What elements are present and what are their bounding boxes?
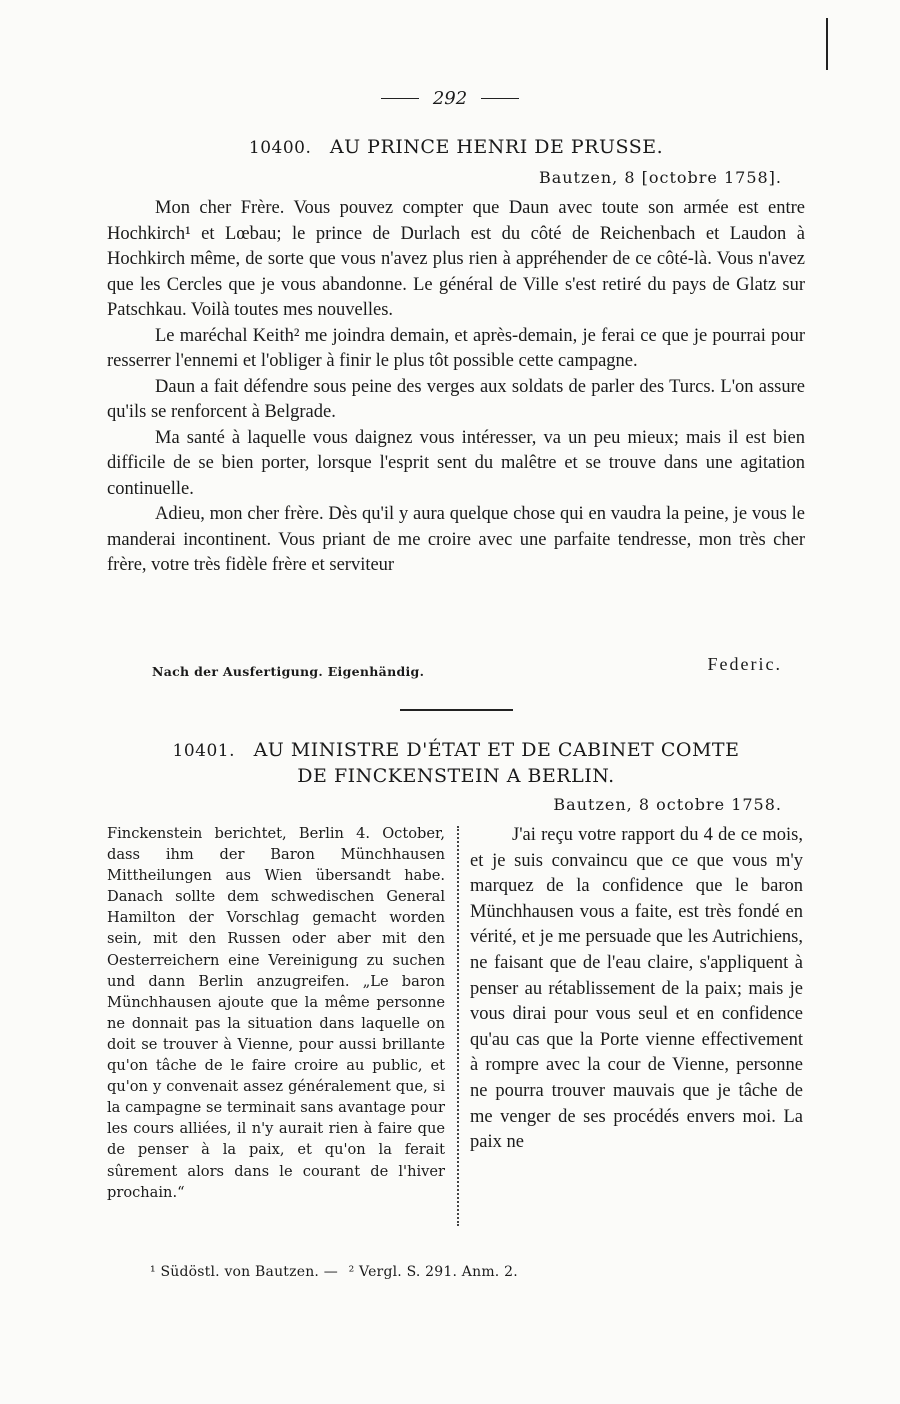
letter2-number: 10401. [172, 741, 236, 761]
header-dash-right [481, 98, 519, 99]
footnotes [150, 1264, 524, 1280]
letter1-paragraph: Le maréchal Keith² me joindra demain, et après-demain, je ferai ce que je pourrai pour resserrer l'ennemi et l'obliger à finir le plus tôt possible cette campagne. [107, 325, 805, 371]
column-divider [457, 826, 459, 1226]
section-divider [400, 709, 513, 711]
letter1-paragraph: Adieu, mon cher frère. Dès qu'il y aura quelque chose qui en vaudra la peine, je vous le manderai incontinent. Vous priant de me croire avec une parfaite tendresse, mon très cher frère, votre très fidèle frère et serviteur [107, 504, 805, 575]
page-header [0, 88, 900, 109]
letter2-text-column [470, 823, 803, 1156]
letter2-addressee-line1: AU MINISTRE D'ÉTAT ET DE CABINET COMTE [253, 739, 740, 761]
letter1-addressee: AU PRINCE HENRI DE PRUSSE. [329, 136, 664, 158]
footnote-2: ² Vergl. S. 291. Anm. 2. [348, 1264, 518, 1280]
letter1-paragraph: Mon cher Frère. Vous pouvez compter que Daun avec toute son armée est entre Hochkirch¹ et Lœbau; le prince de Durlach est du côté de Reichenbach et Laudon à Hochkirch même, de sorte que vous n'avez plus rien à appréhender de ce côté-là. Vous n'avez que les Cercles que je vous abandonne. Le général de Ville s'est retiré du pays de Glatz sur Patschkau. Voilà toutes mes nouvelles. [107, 198, 805, 320]
letter2-summary-column [107, 823, 445, 1203]
letter2-summary: Finckenstein berichtet, Berlin 4. October, dass ihm der Baron Münchhausen Mittheilungen aus Wien übersandt habe. Danach sollte dem schwedischen General Hamilton der Vorschlag gemacht worden sein, mit den Russen oder aber mit den Oesterreichern eine Vereinigung zu suchen und dann Berlin anzugreifen. „Le baron Münchhausen ajoute que la même personne ne donnait pas la situation dans laquelle on doit se trouver à Vienne, pour aussi brillante qu'on tâche de le faire croire au public, et qu'on y convenait assez généralement que, si la campagne se terminait sans avantage pour les cours alliées, il n'y aurait rien à faire que de penser à la paix, et qu'on la ferait sûrement alors dans le courant de l'hiver prochain.“ [107, 825, 445, 1201]
letter1-heading [107, 136, 805, 158]
letter1-body [107, 196, 805, 579]
margin-mark [826, 18, 828, 70]
letter1-signature: Federic. [707, 654, 782, 674]
letter1-number: 10400. [248, 138, 312, 158]
letter2-dateline: Bautzen, 8 octobre 1758. [553, 795, 782, 814]
letter1-paragraph: Daun a fait défendre sous peine des verges aux soldats de parler des Turcs. L'on assure qu'ils se renforcent à Belgrade. [107, 376, 805, 422]
header-dash-left [381, 98, 419, 99]
page-number: 292 [432, 88, 468, 109]
letter1-source-note: Nach der Ausfertigung. Eigenhändig. [152, 664, 425, 679]
letter2-addressee-line2: DE FINCKENSTEIN A BERLIN. [297, 765, 615, 787]
footnote-1: ¹ Südöstl. von Bautzen. — [150, 1264, 338, 1280]
letter1-dateline: Bautzen, 8 [octobre 1758]. [538, 168, 782, 187]
letter1-paragraph: Ma santé à laquelle vous daignez vous intéresser, va un peu mieux; mais il est bien difficile de se bien porter, lorsque l'esprit sent du malêtre et se trouve dans une agitation continuelle. [107, 427, 805, 499]
letter2-text: J'ai reçu votre rapport du 4 de ce mois, et je suis convaincu que ce que vous m'y marquez de la confidence que le baron Münchhausen vous a faite, est très fondé en vérité, et je me persuade que les Autrichiens, ne faisant que de l'eau claire, s'appliquent à penser au rétablissement de la paix; mais je vous dirai pour vous seul et en confidence qu'au cas que la Porte vienne effectivement à rompre avec la cour de Vienne, personne ne pourra trouver mauvais que je tâche de me venger de ses procédés envers moi. La paix ne [470, 825, 803, 1153]
letter2-heading [107, 738, 805, 789]
